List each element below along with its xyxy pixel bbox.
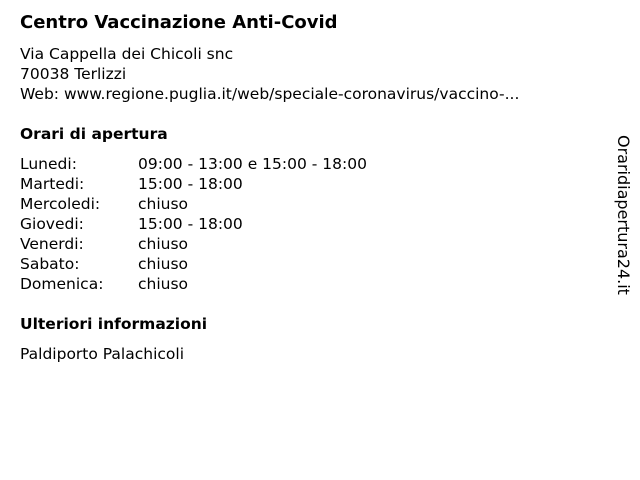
time-value: 15:00 - 18:00 <box>138 175 243 193</box>
day-label: Venerdi: <box>20 235 84 253</box>
day-label: Martedi: <box>20 175 85 193</box>
time-value: chiuso <box>138 235 189 253</box>
brand-watermark: Oraridiapertura24.it <box>614 135 633 295</box>
time-value: chiuso <box>138 255 189 273</box>
city-postal: 70038 Terlizzi <box>20 65 127 83</box>
info-text: Paldiporto Palachicoli <box>20 345 185 363</box>
day-label: Mercoledi: <box>20 195 101 213</box>
day-label: Lunedi: <box>20 155 77 173</box>
time-value: chiuso <box>138 275 189 293</box>
time-value: chiuso <box>138 195 189 213</box>
website-line[interactable]: Web: www.regione.puglia.it/web/speciale-coronavirus/vaccino-... <box>20 85 520 103</box>
day-label: Giovedi: <box>20 215 84 233</box>
street-address: Via Cappella dei Chicoli snc <box>20 45 234 63</box>
day-label: Domenica: <box>20 275 104 293</box>
time-value: 15:00 - 18:00 <box>138 215 243 233</box>
hours-heading: Orari di apertura <box>20 125 168 143</box>
address-block <box>20 44 519 104</box>
day-label: Sabato: <box>20 255 80 273</box>
info-heading: Ulteriori informazioni <box>20 315 208 333</box>
page-title: Centro Vaccinazione Anti-Covid <box>20 12 338 33</box>
time-value: 09:00 - 13:00 e 15:00 - 18:00 <box>138 155 367 173</box>
